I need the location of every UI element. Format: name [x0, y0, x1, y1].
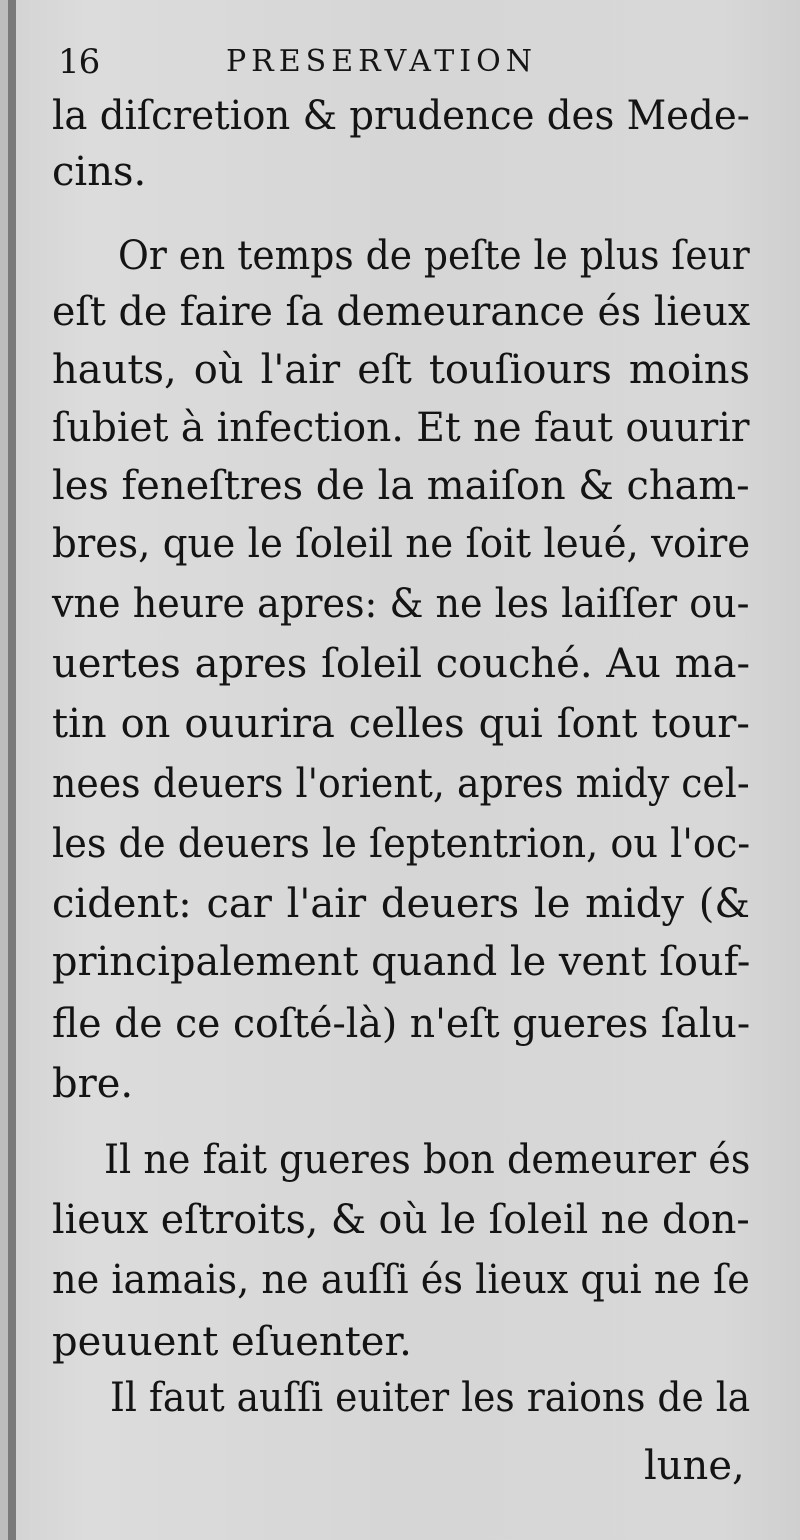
text-line: nees deuers l'orient, apres midy cel- [52, 761, 750, 807]
book-page [8, 0, 800, 1540]
text-line: lune, [644, 1443, 745, 1489]
text-line: Il faut auſſi euiter les raions de la [110, 1375, 751, 1421]
page-edge-shadow [8, 0, 16, 1540]
text-line: bre. [52, 1061, 134, 1107]
text-line: les feneſtres de la maiſon & cham- [52, 463, 750, 509]
text-line: hauts, où l'air eſt touſiours moins [52, 347, 750, 393]
text-line: vne heure apres: & ne les laiſſer ou- [52, 581, 750, 627]
running-head: PRESERVATION [226, 44, 538, 79]
text-line: bres, que le ſoleil ne ſoit leué, voire [52, 521, 751, 567]
text-line: Il ne fait gueres bon demeurer és [104, 1137, 751, 1183]
text-line: cins. [52, 149, 147, 195]
text-line: eſt de faire ſa demeurance és lieux [52, 289, 751, 335]
text-line: les de deuers le ſeptentrion, ou l'oc- [52, 821, 751, 867]
text-line: ne iamais, ne auſſi és lieux qui ne ſe [52, 1257, 750, 1303]
text-line: uertes apres ſoleil couché. Au ma- [52, 641, 750, 687]
text-line: tin on ouurira celles qui ſont tour- [52, 701, 750, 747]
text-line: ſubiet à infection. Et ne faut ouurir [52, 405, 750, 451]
text-line: peuuent eſuenter. [52, 1319, 412, 1365]
text-line: fle de ce coſté-là) n'eſt gueres ſalu- [52, 1001, 751, 1047]
page-number: 16 [58, 42, 100, 82]
text-line: cident: car l'air deuers le midy (& [52, 881, 750, 927]
text-line: Or en temps de peſte le plus ſeur [118, 233, 750, 279]
text-line: lieux eſtroits, & où le ſoleil ne don- [52, 1197, 750, 1243]
text-line: la diſcretion & prudence des Mede- [52, 93, 750, 139]
text-line: principalement quand le vent ſouf- [52, 939, 751, 985]
page-header [58, 38, 758, 90]
